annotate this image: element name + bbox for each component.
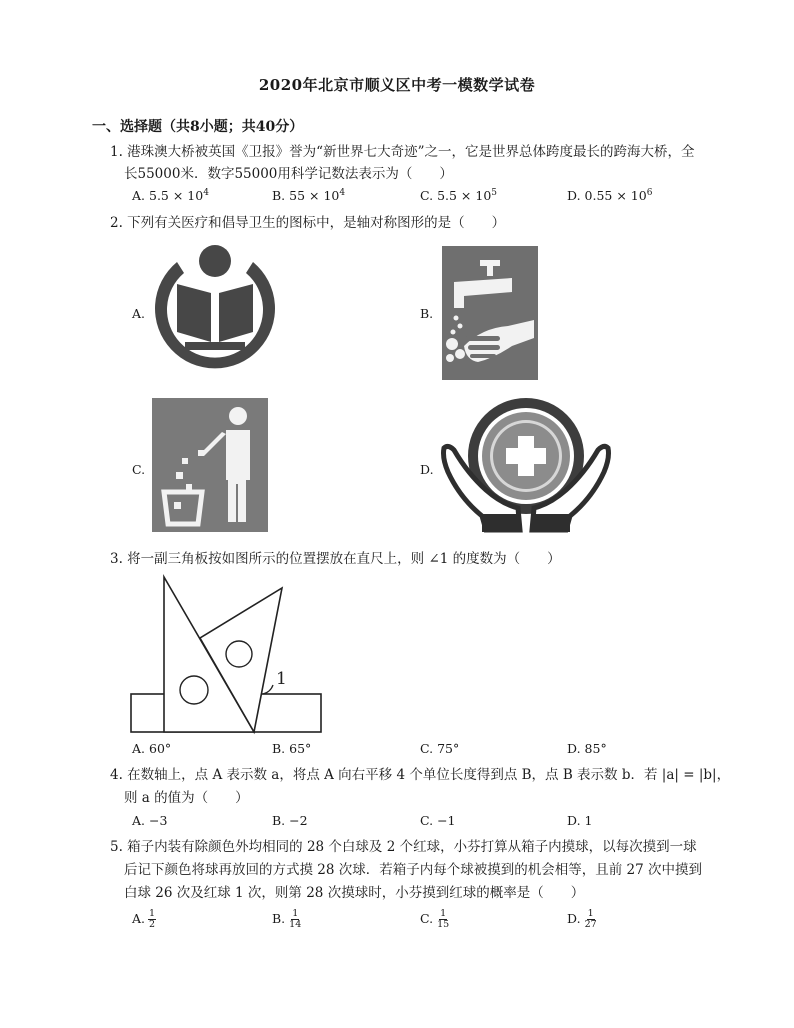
q2-label-d[interactable]: D. <box>420 462 434 477</box>
triangle-ruler-figure <box>128 574 324 736</box>
q2-label-b[interactable]: B. <box>420 306 434 321</box>
q4-option-d[interactable]: D. 1 <box>567 813 593 828</box>
q3-option-d[interactable]: D. 85° <box>567 741 607 756</box>
question-1-line-2: 长55000米．数字55000用科学记数法表示为（ ） <box>124 166 453 182</box>
q5-option-c[interactable]: C. $\frac{1}{15}$ <box>420 908 450 930</box>
q3-option-b[interactable]: B. 65° <box>272 741 312 756</box>
section-heading: 一、选择题（共8小题；共40分） <box>92 119 304 135</box>
faucet-handwash-icon <box>442 246 538 380</box>
reading-book-icon <box>149 240 281 380</box>
q4-option-b[interactable]: B. −2 <box>272 813 308 828</box>
q4-option-a[interactable]: A. −3 <box>132 813 168 828</box>
q5-option-d[interactable]: D. $\frac{1}{27}$ <box>567 908 597 930</box>
question-5-line-2: 后记下颜色将球再放回的方式摸 28 次球．若箱子内每个球被摸到的机会相等，且前 27 次中摸到 <box>124 862 703 878</box>
question-1-line-1: 1. 港珠澳大桥被英国《卫报》誉为“新世界七大奇迹”之一，它是世界总体跨度最长的跨海大桥，全 <box>110 144 695 160</box>
litter-bin-person-icon <box>152 398 268 532</box>
hands-medical-cross-icon <box>442 398 610 532</box>
q5-option-a[interactable]: A. $\frac{1}{2}$ <box>132 908 156 930</box>
question-5-line-3: 白球 26 次及红球 1 次，则第 28 次摸球时，小芬摸到红球的概率是（ ） <box>124 885 585 901</box>
q2-label-c[interactable]: C. <box>132 462 146 477</box>
q3-option-c[interactable]: C. 75° <box>420 741 460 756</box>
q1-option-d[interactable]: D. $0.55 \times 10^6$ <box>567 187 653 203</box>
page-title: 2020年北京市顺义区中考一模数学试卷 <box>258 76 536 94</box>
question-5-line-1: 5. 箱子内装有除颜色外均相同的 28 个白球及 2 个红球，小芬打算从箱子内摸球，以每次摸到一球 <box>110 839 697 855</box>
angle-1-label: 1 <box>276 669 287 689</box>
q1-option-c[interactable]: C. $5.5 \times 10^5$ <box>420 187 498 203</box>
question-4-line-2: 则 a 的值为（ ） <box>124 790 249 806</box>
question-3-line-1: 3. 将一副三角板按如图所示的位置摆放在直尺上，则 ∠1 的度数为（ ） <box>110 551 561 567</box>
q1-option-b[interactable]: B. $55 \times 10^4$ <box>272 187 346 203</box>
q3-option-a[interactable]: A. 60° <box>132 741 172 756</box>
q5-option-b[interactable]: B. $\frac{1}{14}$ <box>272 908 302 930</box>
q1-option-a[interactable]: A. $5.5 \times 10^4$ <box>132 187 209 203</box>
question-4-line-1: 4. 在数轴上，点 A 表示数 a，将点 A 向右平移 4 个单位长度得到点 B，点 B 表示数 b．若 |a| = |b|， <box>110 767 731 783</box>
question-2-line-1: 2. 下列有关医疗和倡导卫生的图标中，是轴对称图形的是（ ） <box>110 215 506 231</box>
q2-label-a[interactable]: A. <box>132 306 146 321</box>
q4-option-c[interactable]: C. −1 <box>420 813 456 828</box>
